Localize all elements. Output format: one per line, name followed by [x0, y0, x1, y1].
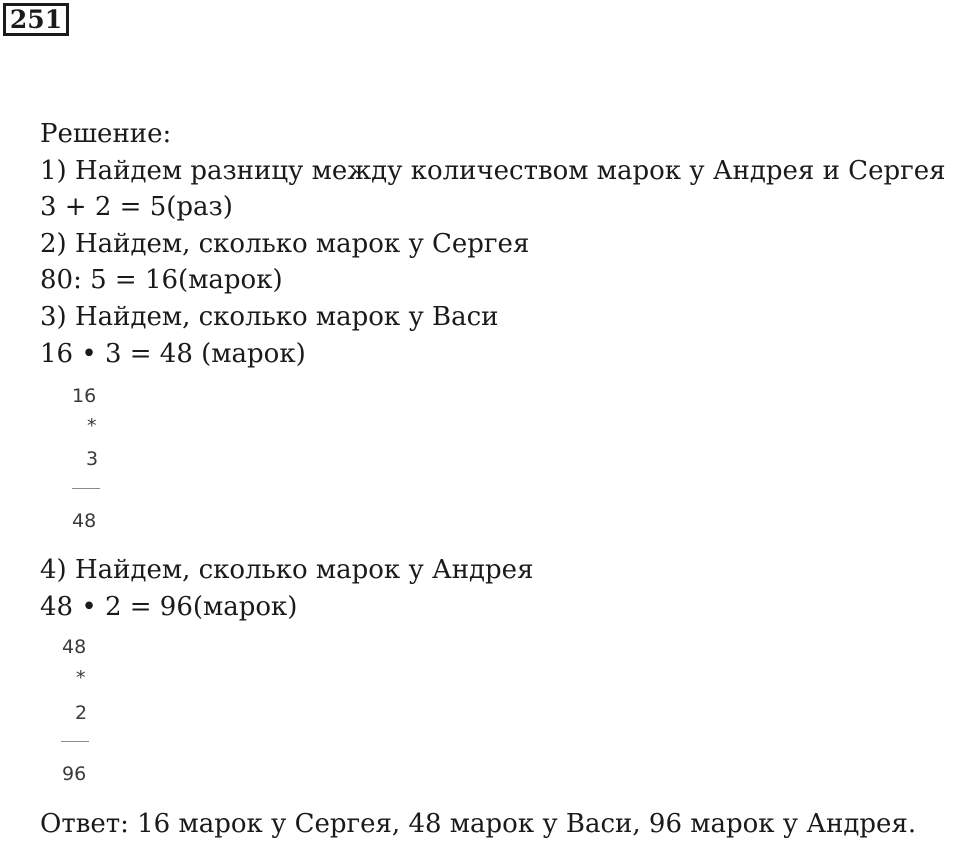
answer-line: Ответ: 16 марок у Сергея, 48 марок у Васи, 96 марок у Андрея.	[40, 809, 917, 839]
step-4-text: 4) Найдем, сколько марок у Андрея	[40, 555, 534, 585]
calc-1-operator: *	[87, 415, 97, 437]
calc-2-top-number: 48	[62, 636, 87, 658]
calc-1-top-number: 16	[72, 385, 97, 407]
equation-2: 80: 5 = 16(марок)	[40, 265, 283, 295]
calc-1-result: 48	[72, 510, 97, 532]
calc-2-result: 96	[62, 763, 87, 785]
step-3-text: 3) Найдем, сколько марок у Васи	[40, 302, 499, 332]
solution-heading: Решение:	[40, 119, 172, 149]
calc-2-rule	[61, 741, 89, 742]
step-2-text: 2) Найдем, сколько марок у Сергея	[40, 229, 530, 259]
equation-3: 16 • 3 = 48 (марок)	[40, 339, 306, 369]
step-1-text: 1) Найдем разницу между количеством марок у Андрея и Сергея	[40, 156, 946, 186]
calc-1-rule	[72, 488, 100, 489]
calc-2-bottom-number: 2	[75, 702, 88, 724]
calc-1-bottom-number: 3	[86, 448, 99, 470]
equation-4: 48 • 2 = 96(марок)	[40, 592, 298, 622]
task-number-box: 251	[3, 3, 69, 36]
equation-1: 3 + 2 = 5(раз)	[40, 192, 233, 222]
calc-2-operator: *	[76, 667, 86, 689]
